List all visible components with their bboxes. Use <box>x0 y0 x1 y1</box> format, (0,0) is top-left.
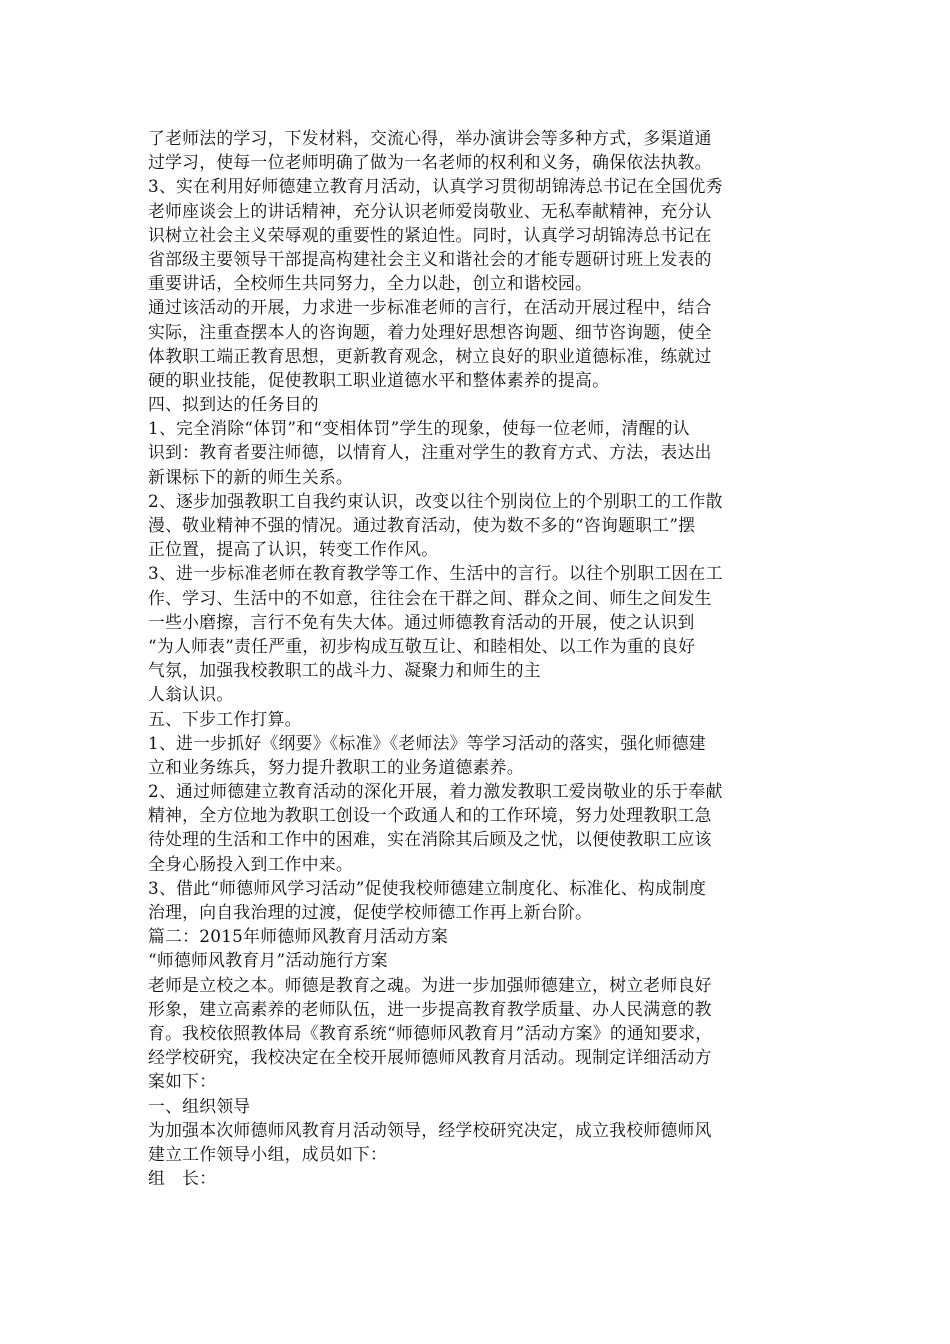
text-line: 待处理的生活和工作中的困难，实在消除其后顾及之忧，以便使教职工应该 <box>148 829 712 850</box>
section-heading: 五、下步工作打算。 <box>148 708 302 729</box>
text-line: 3、借此“师德师风学习活动”促使我校师德建立制度化、标准化、构成制度 <box>148 877 707 898</box>
text-line: 3、实在利用好师德建立教育月活动，认真学习贯彻胡锦涛总书记在全国优秀 <box>148 176 723 197</box>
document-body <box>148 126 804 1190</box>
text-line: 为加强本次师德师风教育月活动领导，经学校研究决定，成立我校师德师风 <box>148 1119 712 1140</box>
text-line: 2、通过师德建立教育活动的深化开展，着力激发教职工爱岗敬业的乐于奉献 <box>148 781 723 802</box>
text-line: 作、学习、生活中的不如意，往往会在干群之间、群众之间、师生之间发生 <box>148 587 712 608</box>
text-line: 气氛，加强我校教职工的战斗力、凝聚力和师生的主 <box>148 660 541 681</box>
text-line: 治理，向自我治理的过渡，促使学校师德工作再上新台阶。 <box>148 902 593 922</box>
text-line: 通过该活动的开展，力求进一步标准老师的言行，在活动开展过程中，结合 <box>148 297 712 318</box>
text-line: 老师座谈会上的讲话精神，充分认识老师爱岗敬业、无私奉献精神，充分认 <box>148 200 712 221</box>
text-line: 3、进一步标准老师在教育教学等工作、生活中的言行。以往个别职工因在工 <box>148 563 723 584</box>
text-line: 育。我校依照教体局《教育系统“师德师风教育月”活动方案》的通知要求， <box>148 1022 713 1043</box>
text-line: 立和业务练兵，努力提升教职工的业务道德素养。 <box>148 756 524 777</box>
text-line: “为人师表”责任严重，初步构成互敬互让、和睦相处、以工作为重的良好 <box>148 635 696 656</box>
text-line: 识到：教育者要注师德，以情育人，注重对学生的教育方式、方法，表达出 <box>148 442 712 463</box>
text-line: 1、进一步抓好《纲要》《标准》《老师法》等学习活动的落实，强化师德建 <box>148 732 706 753</box>
text-line: 全身心肠投入到工作中来。 <box>148 853 353 874</box>
text-line: 硬的职业技能，促使教职工职业道德水平和整体素养的提高。 <box>148 369 610 390</box>
text-line: 精神，全方位地为教职工创设一个政通人和的工作环境，努力处理教职工急 <box>148 805 712 826</box>
text-line: 2、逐步加强教职工自我约束认识，改变以往个别岗位上的个别职工的工作散 <box>148 490 723 511</box>
text-line: 识树立社会主义荣辱观的重要性的紧迫性。同时，认真学习胡锦涛总书记在 <box>148 224 712 245</box>
text-line: 重要讲话，全校师生共同努力，全力以赴，创立和谐校园。 <box>148 273 593 294</box>
text-line: 体教职工端正教育思想，更新教育观念，树立良好的职业道德标准，练就过 <box>148 345 712 366</box>
plan-title: “师德师风教育月”活动施行方案 <box>148 950 388 971</box>
text-line: 了老师法的学习，下发材料，交流心得，举办演讲会等多种方式，多渠道通 <box>148 128 712 148</box>
section-heading: 一、组织领导 <box>148 1095 251 1116</box>
text-line: 经学校研究，我校决定在全校开展师德师风教育月活动。现制定详细活动方 <box>148 1047 712 1068</box>
text-line: 过学习，使每一位老师明确了做为一名老师的权利和义务，确保依法执教。 <box>148 152 712 173</box>
text-line: 老师是立校之本。师德是教育之魂。为进一步加强师德建立，树立老师良好 <box>148 974 712 995</box>
text-line: 组 长： <box>148 1168 217 1189</box>
text-line: 新课标下的新的师生关系。 <box>148 466 353 487</box>
section-heading: 四、拟到达的任务目的 <box>148 394 319 415</box>
text-line: 形象，建立高素养的老师队伍，进一步提高教育教学质量、办人民满意的教 <box>148 998 712 1019</box>
text-line: 正位置，提高了认识，转变工作作风。 <box>148 539 439 560</box>
text-line: 实际，注重查摆本人的咨询题，着力处理好思想咨询题、细节咨询题，使全 <box>148 321 712 342</box>
text-line: 漫、敬业精神不强的情况。通过教育活动，使为数不多的“咨询题职工”摆 <box>148 515 696 535</box>
text-line: 建立工作领导小组，成员如下： <box>148 1143 388 1164</box>
text-line: 省部级主要领导干部提高构建社会主义和谐社会的才能专题研讨班上发表的 <box>148 248 712 269</box>
text-line: 1、完全消除“体罚”和“变相体罚”学生的现象，使每一位老师，清醒的认 <box>148 418 690 439</box>
text-line: 一些小磨擦，言行不免有失大体。通过师德教育活动的开展，使之认识到 <box>148 611 695 632</box>
chapter-heading: 篇二：2015年师德师风教育月活动方案 <box>148 926 449 947</box>
text-line: 人翁认识。 <box>148 684 234 705</box>
text-line: 案如下： <box>148 1071 217 1092</box>
